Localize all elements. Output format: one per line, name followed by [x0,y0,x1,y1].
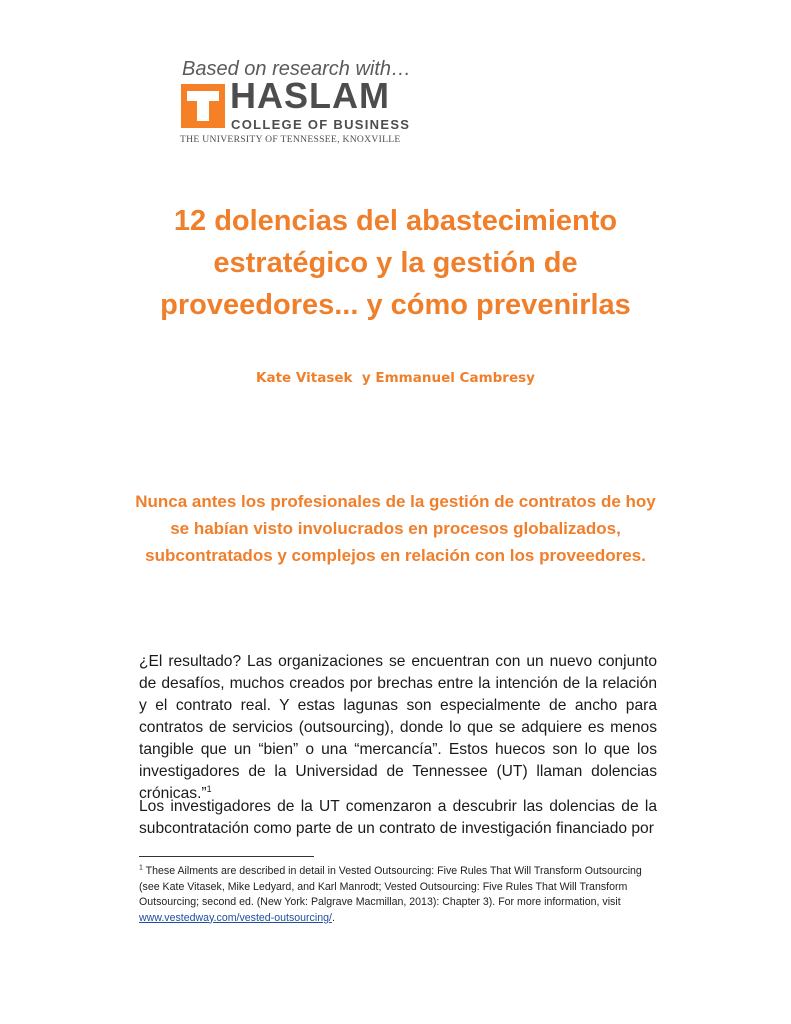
logo-college: COLLEGE OF BUSINESS [231,117,411,132]
logo-university: THE UNIVERSITY OF TENNESSEE, KNOXVILLE [180,134,401,145]
footnote [139,864,658,926]
lead-line: se habían visto involucrados en procesos globalizados, [170,519,621,538]
authors: Kate Vitasek y Emmanuel Cambresy [256,370,535,386]
title-line: estratégico y la gestión de [213,247,578,279]
haslam-logo [178,58,418,148]
paragraph-text: Los investigadores de la UT comenzaron a descubrir las dolencias de la subcontratación como parte de un contrato de investigación financiado por [139,798,657,837]
document-title [100,200,691,326]
lead-paragraph [120,488,671,569]
footnote-end: . [331,911,335,924]
footnote-link[interactable]: www.vestedway.com/vested-outsourcing/ [139,911,332,924]
footnote-number: 1 [139,864,143,872]
paragraph-text: ¿El resultado? Las organizaciones se encuentran con un nuevo conjunto de desafíos, muchos creados por brechas entre la intención de la relación y el contrato real. Y estas lagunas son especialmente de ancho para contratos de servicios (outsourcing), donde lo que se adquiere es menos tangible que un “bien” o una “mercancía”. Estos huecos son lo que los investigadores de la Universidad de Tennessee (UT) llaman dolencias crónicas.” [139,653,657,802]
logo-name: HASLAM [230,75,390,116]
lead-line: subcontratados y complejos en relación con los proveedores. [145,546,646,565]
lead-line: Nunca antes los profesionales de la gestión de contratos de hoy [135,492,656,511]
title-line: proveedores... y cómo prevenirlas [160,289,631,321]
power-t-icon [181,84,225,128]
logo-tagline: Based on research with… [182,58,412,80]
footnote-divider [139,856,314,857]
footnote-text: These Ailments are described in detail in Vested Outsourcing: Five Rules That Will Transform Outsourcing (see Kate Vitasek, Mike Ledyard, and Karl Manrodt; Vested Outsourcing: Five Rules That Will Transform Outsourcing; second ed. (New York: Palgrave Macmillan, 2013): Chapter 3). For more information, visit [139,865,642,908]
footnote-ref[interactable]: 1 [206,783,212,794]
body-paragraph [139,651,657,805]
title-line: 12 dolencias del abastecimiento [173,205,618,237]
body-paragraph [139,796,657,840]
